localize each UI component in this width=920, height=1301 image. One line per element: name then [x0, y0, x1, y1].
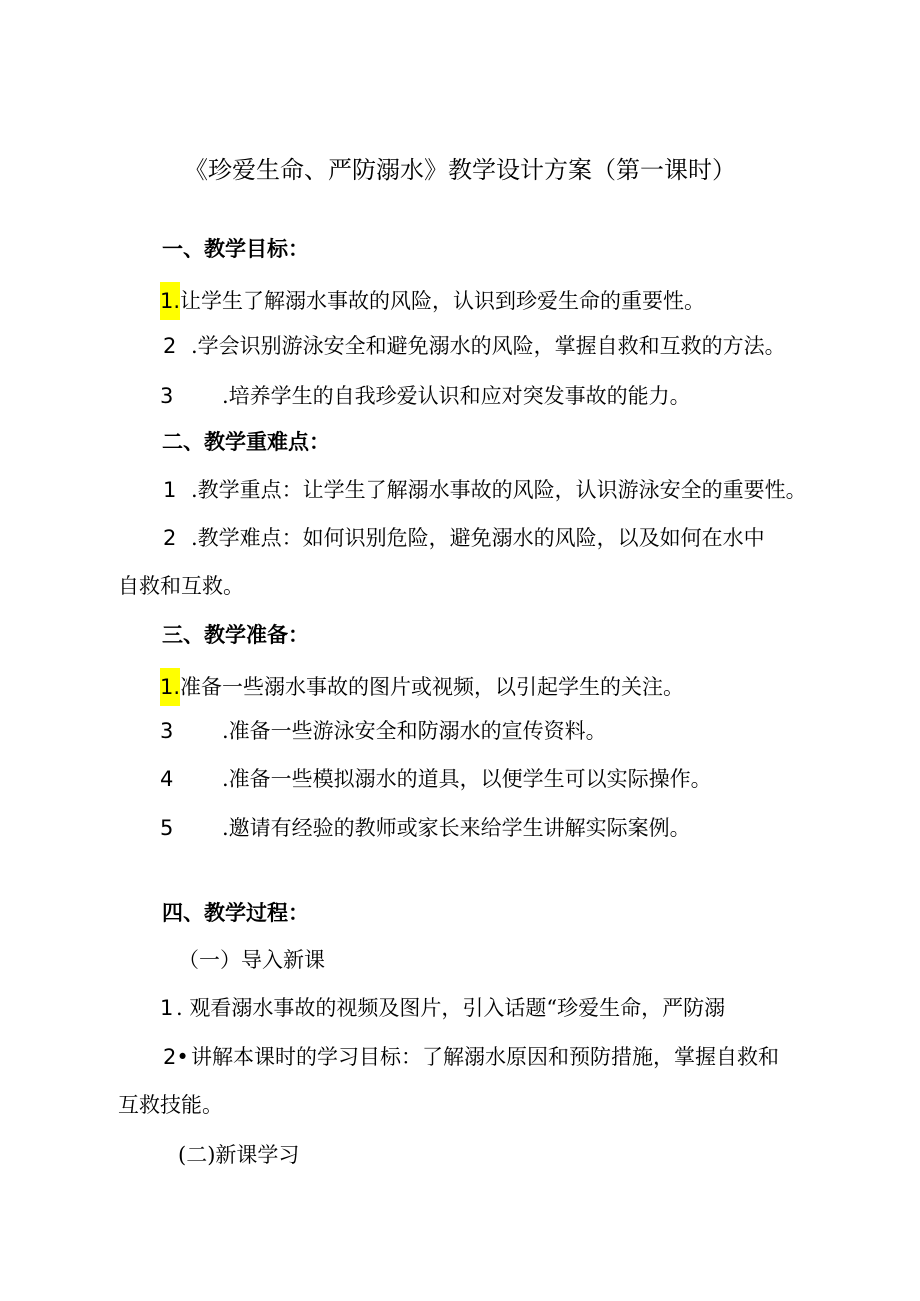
list-number: 2 — [163, 334, 177, 358]
list-item — [160, 993, 725, 1023]
list-text: .学会识别游泳安全和避免溺水的风险，掌握自救和互救的方法。 — [191, 334, 786, 358]
list-number: 1 — [163, 478, 177, 502]
list-item — [163, 523, 765, 553]
list-number: 1 — [160, 996, 174, 1020]
list-item — [160, 764, 712, 794]
list-item — [163, 1042, 779, 1072]
list-item — [163, 475, 807, 505]
list-text-continuation: 自救和互救。 — [118, 574, 244, 598]
section-heading-key-points: 二、教学重难点： — [162, 430, 330, 454]
list-text: 准备一些溺水事故的图片或视频，以引起学生的关注。 — [180, 675, 685, 699]
list-text: .邀请有经验的教师或家长来给学生讲解实际案例。 — [222, 816, 691, 840]
list-text: .准备一些模拟溺水的道具，以便学生可以实际操作。 — [222, 767, 712, 791]
list-number: 2• — [163, 1045, 189, 1069]
document-title: 《珍爱生命、严防溺水》教学设计方案（第一课时） — [184, 156, 736, 184]
subsection-heading: （一）导入新课 — [178, 948, 325, 972]
section-heading-process: 四、教学过程： — [162, 901, 309, 925]
list-text: .教学难点：如何识别危险，避免溺水的风险，以及如何在水中 — [191, 526, 765, 550]
list-item — [160, 282, 705, 320]
list-text: 讲解本课时的学习目标：了解溺水原因和预防措施，掌握自救和 — [191, 1045, 779, 1069]
subsection-heading: (二)新课学习 — [178, 1143, 300, 1167]
list-item — [160, 668, 684, 706]
list-number: 2 — [163, 526, 177, 550]
list-item — [160, 813, 691, 843]
list-text-continuation: 互救技能。 — [118, 1093, 223, 1117]
list-number-highlighted: 1. — [160, 668, 180, 706]
list-text: .教学重点：让学生了解溺水事故的风险，认识游泳安全的重要性。 — [191, 478, 807, 502]
list-item — [160, 716, 607, 746]
list-number: 3 — [160, 719, 174, 743]
list-text: .培养学生的自我珍爱认识和应对突发事故的能力。 — [222, 384, 691, 408]
list-text: . 观看溺水事故的视频及图片，引入话题“珍爱生命，严防溺 — [176, 996, 726, 1020]
list-item — [163, 331, 786, 361]
list-text: .准备一些游泳安全和防溺水的宣传资料。 — [222, 719, 607, 743]
section-heading-objectives: 一、教学目标： — [162, 237, 309, 261]
list-item — [160, 381, 691, 411]
list-number: 3 — [160, 384, 174, 408]
list-number-highlighted: 1. — [160, 282, 180, 320]
list-number: 4 — [160, 767, 174, 791]
list-text: 让学生了解溺水事故的风险，认识到珍爱生命的重要性。 — [180, 289, 706, 313]
section-heading-preparation: 三、教学准备： — [162, 623, 309, 647]
list-number: 5 — [160, 816, 174, 840]
